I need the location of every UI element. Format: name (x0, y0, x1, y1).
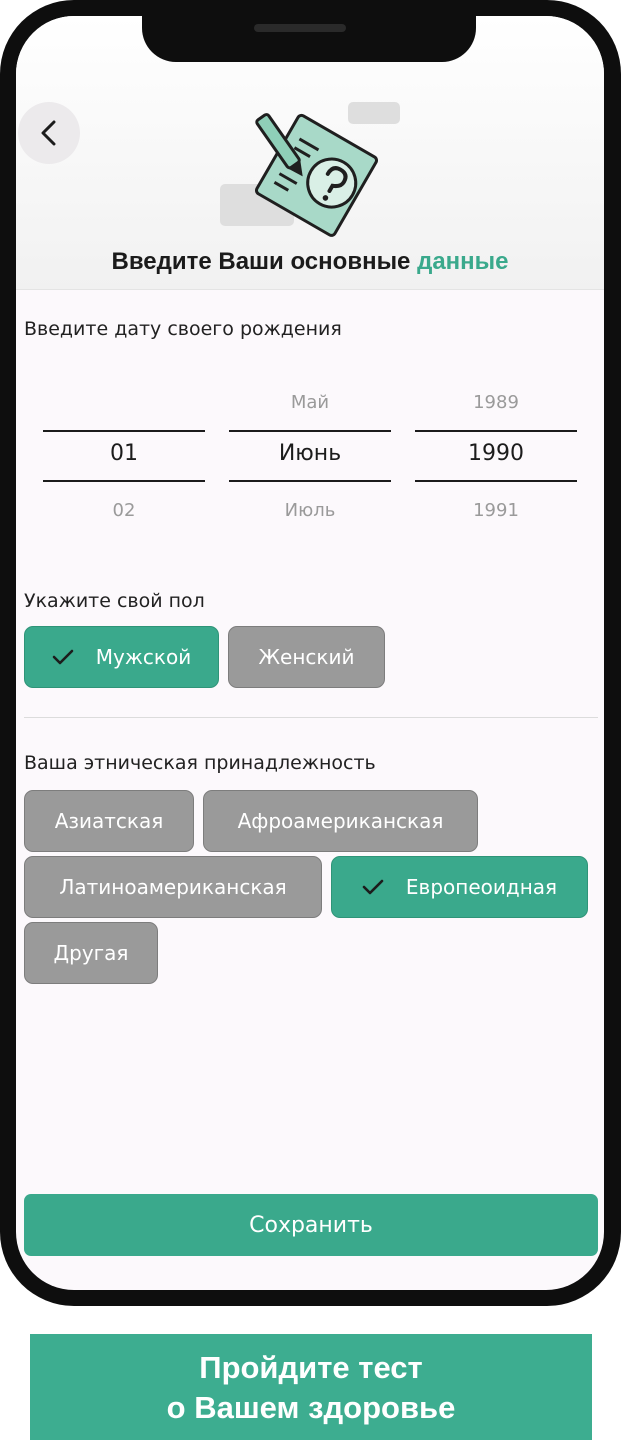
birthdate-label: Введите дату своего рождения (24, 318, 342, 340)
phone-notch (142, 16, 476, 62)
promo-banner (30, 1334, 592, 1440)
page-title-accent: данные (417, 248, 509, 275)
picker-line (229, 430, 391, 432)
ethnicity-option-other[interactable] (24, 922, 158, 984)
picker-line (43, 430, 205, 432)
ethnicity-option-african-american[interactable] (203, 790, 478, 852)
app-screen (16, 16, 604, 1290)
month-selected[interactable]: Июнь (278, 441, 342, 466)
section-divider (24, 717, 598, 718)
day-next[interactable]: 02 (112, 500, 136, 521)
year-prev[interactable]: 1989 (473, 392, 519, 413)
picker-line (43, 480, 205, 482)
day-picker[interactable] (43, 16, 205, 576)
chip-label: Европеоидная (405, 875, 558, 899)
banner-line-2: о Вашем здоровье (166, 1390, 456, 1425)
chip-label: Азиатская (54, 809, 164, 833)
chip-label: Афроамериканская (237, 809, 444, 833)
year-next[interactable]: 1991 (473, 500, 519, 521)
ethnicity-label: Ваша этническая принадлежность (24, 752, 376, 774)
ethnicity-option-latino[interactable] (24, 856, 322, 918)
chip-label: Мужской (95, 645, 192, 669)
month-next[interactable]: Июль (284, 500, 336, 521)
year-selected[interactable]: 1990 (468, 441, 524, 466)
chip-label: Женский (258, 645, 355, 669)
gender-option-male[interactable] (24, 626, 219, 688)
picker-line (415, 430, 577, 432)
gender-label: Укажите свой пол (24, 590, 205, 612)
chip-label: Другая (53, 941, 129, 965)
ethnicity-option-asian[interactable] (24, 790, 194, 852)
picker-line (229, 480, 391, 482)
chip-label: Латиноамериканская (59, 875, 287, 899)
ethnicity-option-caucasian[interactable] (331, 856, 588, 918)
check-icon (52, 648, 74, 666)
gender-option-female[interactable] (228, 626, 385, 688)
day-selected[interactable]: 01 (110, 441, 138, 466)
page-title-main: Введите Ваши основные (111, 248, 418, 275)
banner-line-1: Пройдите тест (199, 1350, 423, 1385)
picker-line (415, 480, 577, 482)
phone-speaker (254, 24, 346, 32)
check-icon (362, 878, 384, 896)
save-button[interactable]: Сохранить (24, 1194, 598, 1256)
year-picker[interactable] (415, 16, 577, 576)
month-picker[interactable] (229, 16, 391, 576)
month-prev[interactable]: Май (290, 392, 330, 413)
